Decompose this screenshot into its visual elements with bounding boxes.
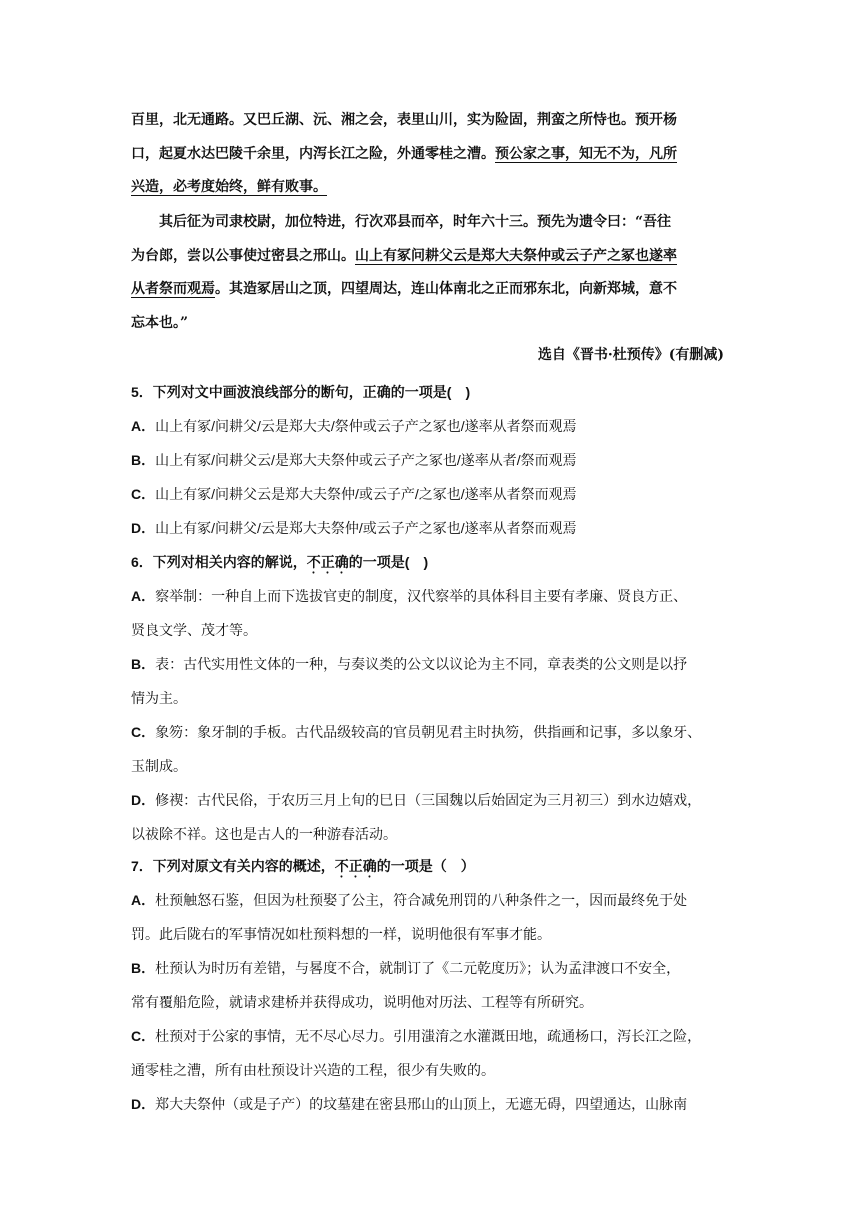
question-stem: 5．下列对文中画波浪线部分的断句，正确的一项是( ) (131, 384, 471, 400)
option-label: A． (131, 588, 156, 604)
question-6 (131, 545, 731, 851)
option-c (131, 477, 731, 511)
option-text: 常有覆船危险，就请求建桥并获得成功，说明他对历法、工程等有所研究。 (131, 994, 593, 1010)
option-a (131, 409, 731, 443)
option-text: 山上有冢/问耕父云是郑大夫祭仲/或云子产/之冢也/遂率从者祭而观焉 (155, 486, 577, 502)
option-text: 表：古代实用性文体的一种，与奏议类的公文以议论为主不同，章表类的公文则是以抒 (155, 656, 688, 672)
passage-line: 忘本也。” (131, 314, 189, 331)
option-text: 郑大夫祭仲（或是子产）的坟墓建在密县邢山的山顶上，无遮无碍，四望通达，山脉南 (155, 1096, 688, 1112)
option-label: A． (131, 892, 156, 908)
option-b (131, 951, 731, 1019)
passage-line: 其后征为司隶校尉，加位特进，行次邓县而卒，时年六十三。预先为遗令曰：“吾往 (159, 214, 672, 230)
question-7 (131, 849, 731, 1121)
passage-text: 为台郎，尝以公事使过密县之邢山。 (131, 247, 355, 264)
underlined-sentence: 从者祭而观焉 (131, 281, 215, 297)
passage-text: 。其造冢居山之顶，四望周达，连山体南北之正而邪东北，向新郑城，意不 (215, 281, 677, 297)
option-text: 玉制成。 (131, 758, 187, 774)
passage-line (131, 240, 731, 274)
passage-paragraph-1 (131, 104, 731, 205)
option-label: C． (131, 486, 156, 502)
option-text: 杜预触怒石鉴，但因为杜预娶了公主，符合减免刑罚的八种条件之一，因而最终免于处 (155, 892, 688, 908)
option-label: D． (131, 1096, 156, 1112)
underlined-sentence: 山上有冢问耕父云是郑大夫祭仲或云子产之冢也遂率 (355, 247, 677, 264)
option-d (131, 1087, 731, 1121)
option-text: 山上有冢/问耕父/云是郑大夫/祭仲或云子产之冢也/遂率从者祭而观焉 (155, 418, 577, 434)
option-d (131, 783, 731, 851)
option-label: C． (131, 724, 156, 740)
question-5 (131, 375, 731, 545)
passage-line (131, 171, 731, 205)
emphasis-text: 不正确 (306, 554, 349, 570)
passage-paragraph-2 (131, 206, 731, 340)
option-text: 以祓除不祥。这也是古人的一种游春活动。 (131, 826, 397, 842)
underlined-sentence: 兴造，必考度始终，鲜有败事。 (131, 179, 327, 195)
option-label: A． (131, 418, 156, 434)
option-a (131, 579, 731, 647)
option-text: 通零桂之漕，所有由杜预设计兴造的工程，很少有失败的。 (131, 1062, 495, 1078)
option-text: 贤良文学、茂才等。 (131, 622, 257, 638)
option-b (131, 647, 731, 715)
source-citation: 选自《晋书·杜预传》(有删减) (537, 347, 724, 363)
option-label: D． (131, 792, 156, 808)
question-stem (131, 545, 731, 579)
option-text: 杜预对于公家的事情，无不尽心尽力。引用滍淯之水灌溉田地，疏通杨口，泻长江之险， (155, 1028, 702, 1044)
passage-line: 百里，北无通路。又巴丘湖、沅、湘之会，表里山川，实为险固，荆蛮之所恃也。预开杨 (131, 112, 677, 128)
option-text: 罚。此后陇右的军事情况如杜预料想的一样，说明他很有军事才能。 (131, 926, 551, 942)
option-c (131, 715, 731, 783)
option-text: 情为主。 (131, 690, 187, 706)
option-label: B． (131, 960, 156, 976)
option-text: 察举制：一种自上而下选拔官吏的制度，汉代察举的具体科目主要有孝廉、贤良方正、 (155, 588, 688, 604)
option-text: 山上有冢/问耕父云/是郑大夫祭仲或云子产之冢也/遂率从者/祭而观焉 (155, 452, 577, 468)
option-label: B． (131, 656, 156, 672)
stem-text: 的一项是( ) (348, 554, 429, 570)
option-text: 山上有冢/问耕父/云是郑大夫祭仲/或云子产之冢也/遂率从者祭而观焉 (155, 520, 577, 536)
passage-line (131, 138, 731, 172)
option-b (131, 443, 731, 477)
emphasis-text: 不正确 (334, 858, 377, 874)
stem-text: 6．下列对相关内容的解说， (131, 554, 307, 570)
option-c (131, 1019, 731, 1087)
question-stem (131, 849, 731, 883)
option-text: 象笏：象牙制的手板。古代品级较高的官员朝见君主时执笏，供指画和记事，多以象牙、 (155, 724, 702, 740)
option-label: D． (131, 520, 156, 536)
option-a (131, 883, 731, 951)
option-text: 杜预认为时历有差错，与晷度不合，就制订了《二元乾度历》；认为孟津渡口不安全， (155, 960, 681, 976)
underlined-sentence: 预公家之事，知无不为，凡所 (495, 145, 677, 162)
stem-text: 7．下列对原文有关内容的概述， (131, 858, 335, 874)
passage-line (131, 273, 731, 307)
option-label: B． (131, 452, 156, 468)
option-label: C． (131, 1028, 156, 1044)
passage-text: 口，起夏水达巴陵千余里，内泻长江之险，外通零桂之漕。 (131, 145, 495, 162)
option-text: 修禊：古代民俗，于农历三月上旬的巳日（三国魏以后始固定为三月初三）到水边嬉戏， (155, 792, 702, 808)
stem-text: 的一项是（ ） (376, 858, 475, 874)
option-d (131, 511, 731, 545)
